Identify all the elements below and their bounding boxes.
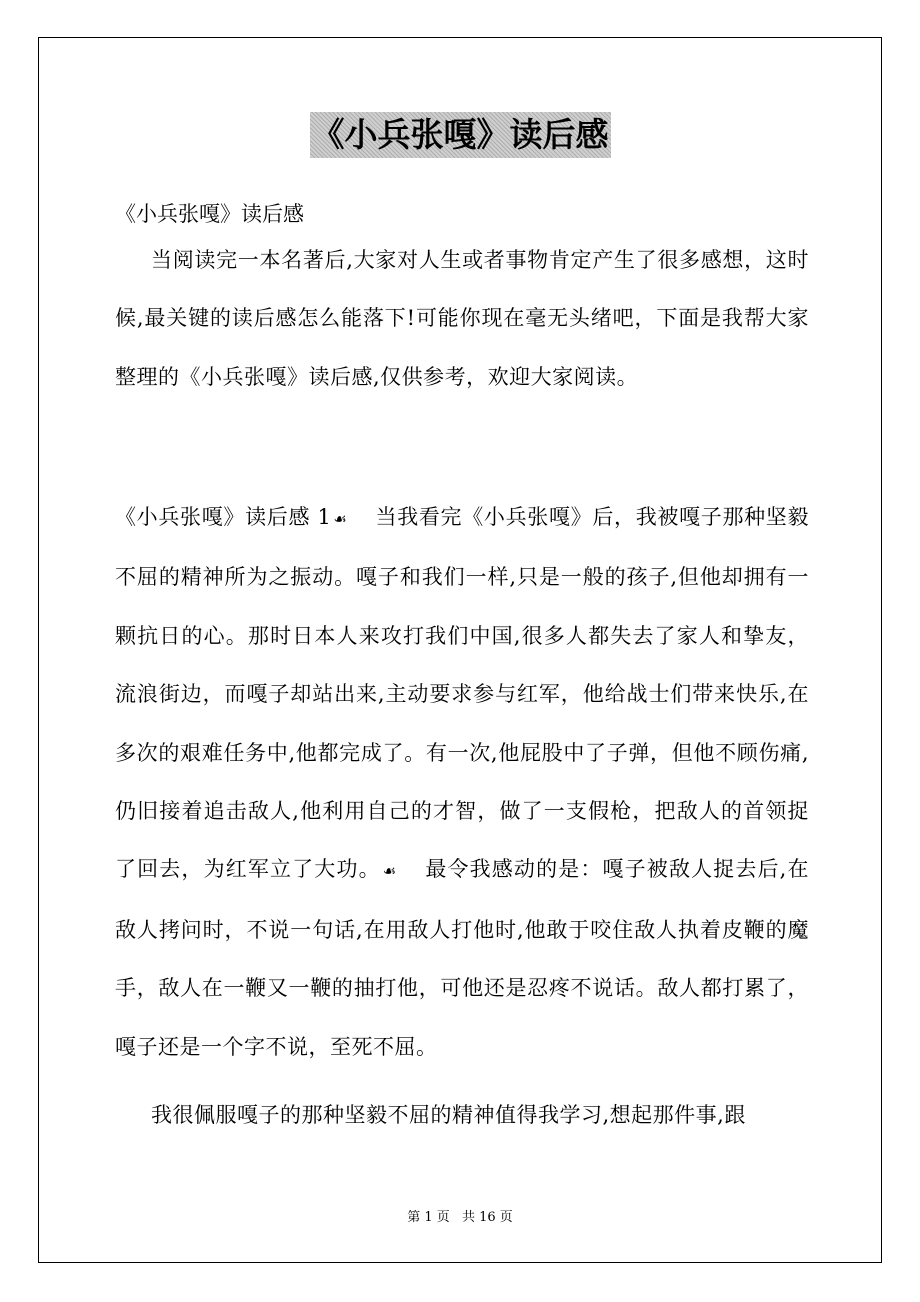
document-title: 《小兵张嘎》读后感 — [310, 112, 611, 158]
paragraph-mark-icon: ☙ — [382, 862, 397, 881]
document-subtitle: 《小兵张嘎》读后感 — [115, 202, 304, 226]
intro-paragraph: 当阅读完一本名著后,大家对人生或者事物肯定产生了很多感想，这时候,最关键的读后感怎么能落下!可能你现在毫无头绪吧，下面是我帮大家整理的《小兵张嘎》读后感,仅供参考，欢迎大家阅读。 — [115, 248, 809, 389]
page-number-current: 第 1 页 — [407, 1210, 450, 1225]
title-container — [0, 112, 920, 158]
page-number-total: 共 16 页 — [461, 1210, 513, 1225]
essay-text-part2: 最令我感动的是：嘎子被敌人捉去后,在敌人拷问时，不说一句话,在用敌人打他时,他敢于咬住敌人执着皮鞭的魔手，敌人在一鞭又一鞭的抽打他，可他还是忍疼不说话。敌人都打累了，嘎子还是一个字不说，至死不屈。 — [115, 857, 809, 1059]
essay-text-part1: 当我看完《小兵张嘎》后，我被嘎子那种坚毅不屈的精神所为之振动。嘎子和我们一样,只是一般的孩子,但他却拥有一颗抗日的心。那时日本人来攻打我们中国,很多人都失去了家人和挚友，流浪街边，而嘎子却站出来,主动要求参与红军，他给战士们带来快乐,在多次的艰难任务中,他都完成了。有一次,他屁股中了子弹，但他不顾伤痛,仍旧接着追击敌人,他利用自己的才智，做了一支假枪，把敌人的首领捉了回去，为红军立了大功。 — [115, 505, 809, 882]
page-footer — [0, 1206, 920, 1225]
essay-paragraph — [115, 488, 809, 1076]
essay-heading: 《小兵张嘎》读后感 1 — [115, 505, 332, 529]
paragraph-3: 我很佩服嘎子的那种坚毅不屈的精神值得我学习,想起那件事,跟 — [151, 1103, 746, 1127]
paragraph-mark-icon: ☙ — [333, 510, 348, 528]
